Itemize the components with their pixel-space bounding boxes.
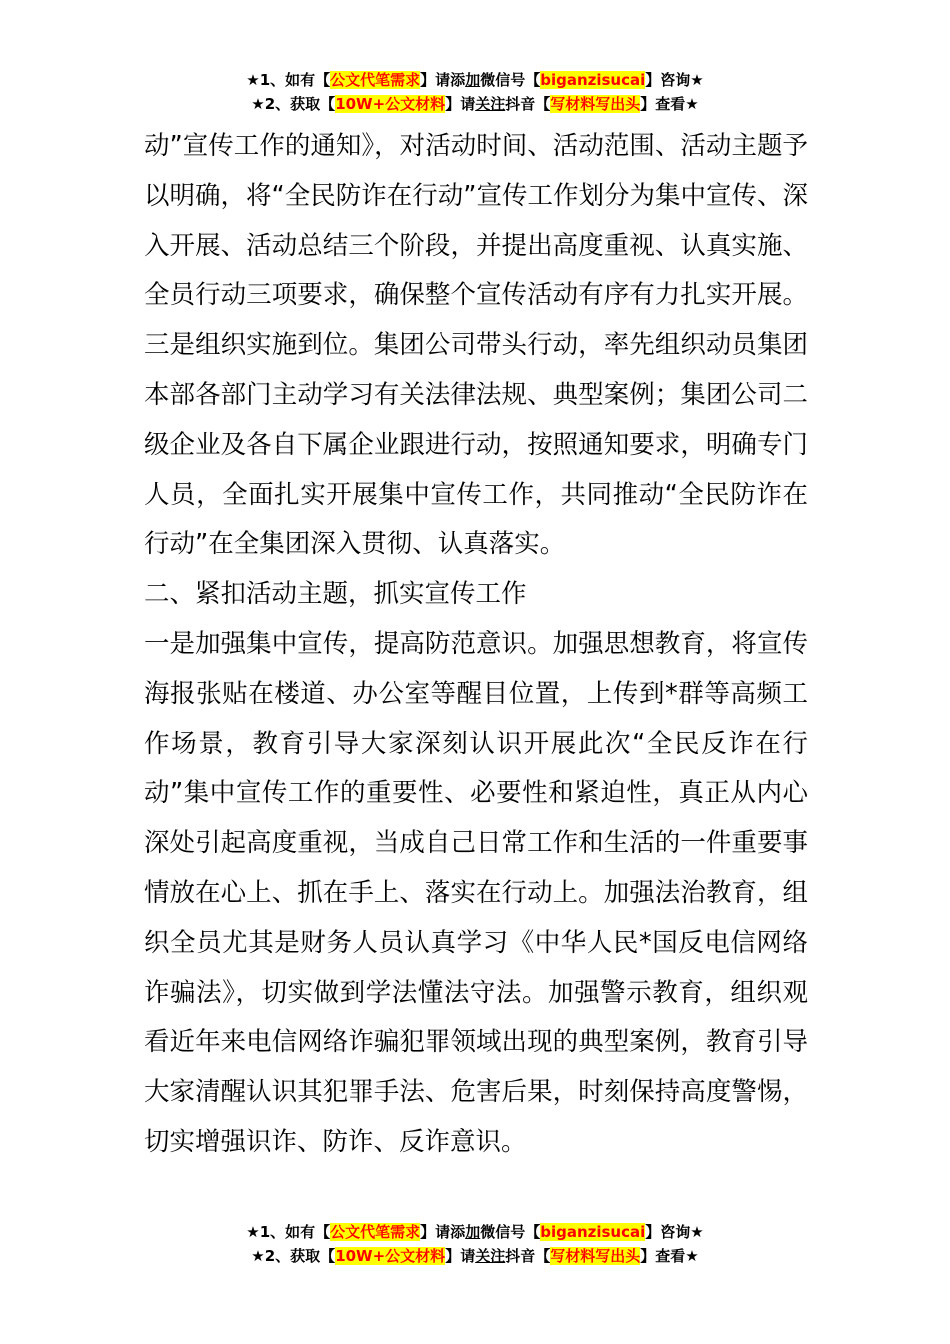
star-icon: ★ bbox=[251, 1247, 265, 1265]
promo-line-1: ★1、如有【公文代笔需求】请添加微信号【biganzisucai】咨询★ bbox=[246, 1223, 704, 1241]
highlight-wechat-id: biganzisucai bbox=[540, 71, 646, 89]
highlight-materials: 10W+公文材料 bbox=[335, 95, 446, 113]
highlight-service: 公文代笔需求 bbox=[330, 1223, 421, 1241]
highlight-douyin: 写材料写出头 bbox=[550, 1247, 641, 1265]
promo-line-2: ★2、获取【10W+公文材料】请关注抖音【写材料写出头】查看★ bbox=[251, 95, 699, 113]
promo-line-2: ★2、获取【10W+公文材料】请关注抖音【写材料写出头】查看★ bbox=[251, 1247, 699, 1265]
section-heading: 二、紧扣活动主题，抓实宣传工作 bbox=[144, 579, 527, 610]
highlight-wechat-id: biganzisucai bbox=[540, 1223, 646, 1241]
highlight-service: 公文代笔需求 bbox=[330, 71, 421, 89]
highlight-materials: 10W+公文材料 bbox=[335, 1247, 446, 1265]
highlight-douyin: 写材料写出头 bbox=[550, 95, 641, 113]
document-body bbox=[144, 122, 808, 1168]
promo-banner-bottom bbox=[0, 1220, 950, 1268]
promo-banner-top bbox=[0, 68, 950, 116]
star-icon: ★ bbox=[246, 1223, 260, 1241]
star-icon: ★ bbox=[246, 71, 260, 89]
paragraph-continued: 动”宣传工作的通知》，对活动时间、活动范围、活动主题予以明确，将“全民防诈在行动”宣传工作划分为集中宣传、深入开展、活动总结三个阶段，并提出高度重视、认真实施、全员行动三项要求，确保整个宣传活动有序有力扎实开展。三是组织实施到位。集团公司带头行动，率先组织动员集团本部各部门主动学习有关法律法规、典型案例；集团公司二级企业及各自下属企业跟进行动，按照通知要求，明确专门人员，全面扎实开展集中宣传工作，共同推动“全民防诈在行动”在全集团深入贯彻、认真落实。 bbox=[144, 131, 808, 560]
promo-line-1: ★1、如有【公文代笔需求】请添加微信号【biganzisucai】咨询★ bbox=[246, 71, 704, 89]
paragraph-1: 一是加强集中宣传，提高防范意识。加强思想教育，将宣传海报张贴在楼道、办公室等醒目位置，上传到*群等高频工作场景，教育引导大家深刻认识开展此次“全民反诈在行动”集中宣传工作的重要性、必要性和紧迫性，真正从内心深处引起高度重视，当成自己日常工作和生活的一件重要事情放在心上、抓在手上、落实在行动上。加强法治教育，组织全员尤其是财务人员认真学习《中华人民*国反电信网络诈骗法》，切实做到学法懂法守法。加强警示教育，组织观看近年来电信网络诈骗犯罪领域出现的典型案例，教育引导大家清醒认识其犯罪手法、危害后果，时刻保持高度警惕，切实增强识诈、防诈、反诈意识。 bbox=[144, 628, 808, 1157]
star-icon: ★ bbox=[251, 95, 265, 113]
